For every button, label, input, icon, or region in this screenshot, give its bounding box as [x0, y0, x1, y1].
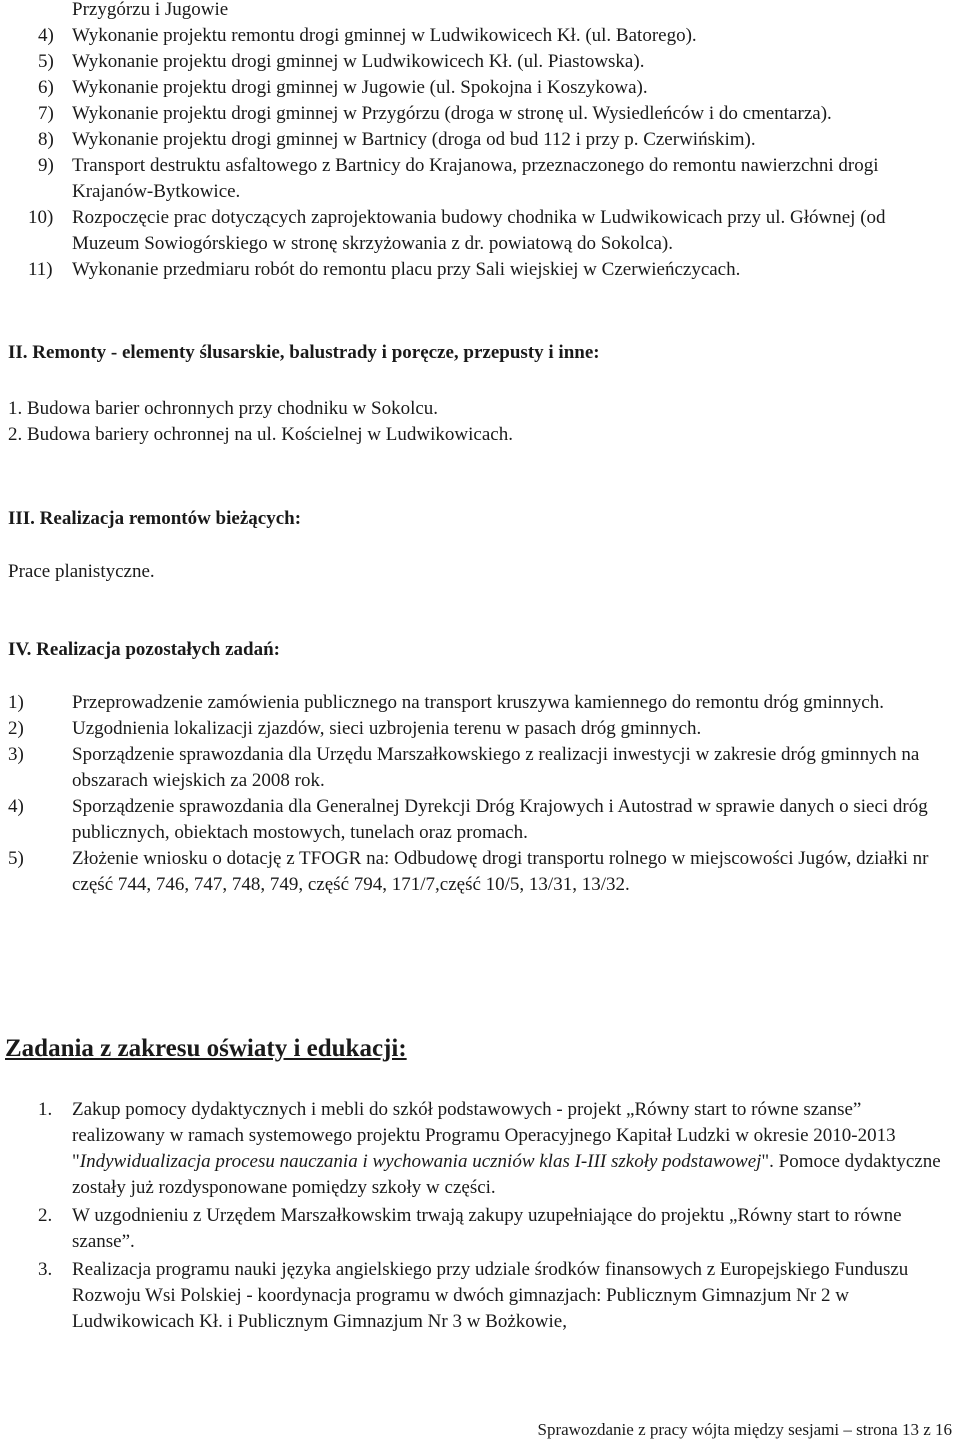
list-item-number: 10)	[28, 207, 54, 228]
list-item	[0, 742, 960, 794]
list-item-text: Uzgodnienia lokalizacji zjazdów, sieci uzbrojenia terenu w pasach dróg gminnych.	[72, 718, 702, 739]
list-item	[0, 846, 960, 898]
list-item	[0, 75, 960, 101]
list-item	[0, 205, 960, 257]
list-item-number: 7)	[38, 103, 54, 124]
item-text-part: ". Pomoce dydaktyczne zostały już rozdysponowane pomiędzy szkoły w części.	[72, 1151, 941, 1198]
section-ii-heading: II. Remonty - elementy ślusarskie, balustrady i poręcze, przepusty i inne:	[8, 342, 600, 363]
list-item	[0, 716, 960, 742]
continuation-line: Przygórzu i Jugowie	[72, 0, 229, 20]
list-item-number: 3)	[8, 744, 24, 765]
list-item	[0, 1203, 960, 1255]
list-item	[0, 257, 960, 283]
list-item-text: Złożenie wniosku o dotację z TFOGR na: Odbudowę drogi transportu rolnego w miejscowości Jugów, działki nr część 744, 746, 747, 748, 749, część 794, 171/7,część 10/5, 13/31, 13/32.	[72, 848, 929, 895]
list-item	[0, 23, 960, 49]
list-item-number: 2.	[38, 1205, 53, 1226]
list-item-number: 5)	[38, 51, 54, 72]
list-item	[0, 690, 960, 716]
section-iii-heading: III. Realizacja remontów bieżących:	[8, 508, 302, 529]
list-item-text: Transport destruktu asfaltowego z Bartnicy do Krajanowa, przeznaczonego do remontu nawierzchni drogi Krajanów-Bytkowice.	[72, 155, 879, 202]
list-item-number: 11)	[28, 259, 53, 280]
list-item-text: Sporządzenie sprawozdania dla Urzędu Marszałkowskiego z realizacji inwestycji w zakresie dróg gminnych na obszarach wiejskich za 2008 rok.	[72, 744, 920, 791]
section-iii-text: Prace planistyczne.	[8, 561, 155, 582]
education-list	[0, 1097, 960, 1335]
list-item-text: W uzgodnieniu z Urzędem Marszałkowskim trwają zakupy uzupełniające do projektu „Równy start to równe szanse”.	[72, 1205, 902, 1252]
list-item-number: 4)	[38, 25, 54, 46]
list-item-number: 1.	[38, 1099, 53, 1120]
list-item-text: Przeprowadzenie zamówienia publicznego na transport kruszywa kamiennego do remontu dróg gminnych.	[72, 692, 884, 713]
list-item	[0, 1257, 960, 1335]
list-item-number: 2)	[8, 718, 24, 739]
list-item-text: Wykonanie projektu remontu drogi gminnej w Ludwikowicech Kł. (ul. Batorego).	[72, 25, 697, 46]
list-item-number: 5)	[8, 848, 24, 869]
item-text-part: Zakup pomocy dydaktycznych i mebli do szkół podstawowych - projekt „Równy start to równe szanse” realizowany w ramach systemowego projektu Programu Operacyjnego Kapitał Ludzki w okresie 2010-2013 "	[72, 1099, 896, 1172]
section-ii-item: 2. Budowa bariery ochronnej na ul. Kościelnej w Ludwikowicach.	[8, 424, 513, 445]
road-projects-list	[0, 23, 960, 283]
section-iv-list	[0, 690, 960, 898]
list-item	[0, 101, 960, 127]
list-item-text: Wykonanie projektu drogi gminnej w Ludwikowicech Kł. (ul. Piastowska).	[72, 51, 645, 72]
list-item-number: 9)	[38, 155, 54, 176]
page-footer: Sprawozdanie z pracy wójta między sesjami – strona 13 z 16	[537, 1420, 952, 1439]
list-item-number: 6)	[38, 77, 54, 98]
list-item-text: Sporządzenie sprawozdania dla Generalnej Dyrekcji Dróg Krajowych i Autostrad w sprawie danych o sieci dróg publicznych, obiektach mostowych, tunelach oraz promach.	[72, 796, 928, 843]
education-heading: Zadania z zakresu oświaty i edukacji:	[5, 1035, 407, 1062]
list-item-text: Rozpoczęcie prac dotyczących zaprojektowania budowy chodnika w Ludwikowicach przy ul. Głównej (od Muzeum Sowiogórskiego w stronę skrzyżowania z dr. powiatową do Sokolca).	[72, 207, 886, 254]
list-item-text: Wykonanie projektu drogi gminnej w Jugowie (ul. Spokojna i Koszykowa).	[72, 77, 648, 98]
list-item	[0, 127, 960, 153]
list-item-number: 8)	[38, 129, 54, 150]
list-item	[0, 794, 960, 846]
section-iv-heading: IV. Realizacja pozostałych zadań:	[8, 639, 280, 660]
list-item-text: Wykonanie projektu drogi gminnej w Przygórzu (droga w stronę ul. Wysiedleńców i do cmentarza).	[72, 103, 832, 124]
list-item	[0, 153, 960, 205]
list-item	[0, 49, 960, 75]
item-text-italic: Indywidualizacja procesu nauczania i wychowania uczniów klas I-III szkoły podstawowej	[79, 1151, 762, 1172]
list-item-text: Wykonanie przedmiaru robót do remontu placu przy Sali wiejskiej w Czerwieńczycach.	[72, 259, 741, 280]
list-item-number: 1)	[8, 692, 24, 713]
list-item-text	[72, 1097, 942, 1201]
list-item-number: 3.	[38, 1259, 53, 1280]
section-ii-item: 1. Budowa barier ochronnych przy chodniku w Sokolcu.	[8, 398, 439, 419]
list-item-text: Realizacja programu nauki języka angielskiego przy udziale środków finansowych z Europejskiego Funduszu Rozwoju Wsi Polskiej - koordynacja programu w dwóch gimnazjach: Publicznym Gimnazjum Nr 2 w Ludwikowicach Kł. i Publicznym Gimnazjum Nr 3 w Bożkowie,	[72, 1259, 909, 1332]
list-item-number: 4)	[8, 796, 24, 817]
list-item	[0, 1097, 960, 1201]
list-item-text: Wykonanie projektu drogi gminnej w Bartnicy (droga od bud 112 i przy p. Czerwińskim).	[72, 129, 756, 150]
